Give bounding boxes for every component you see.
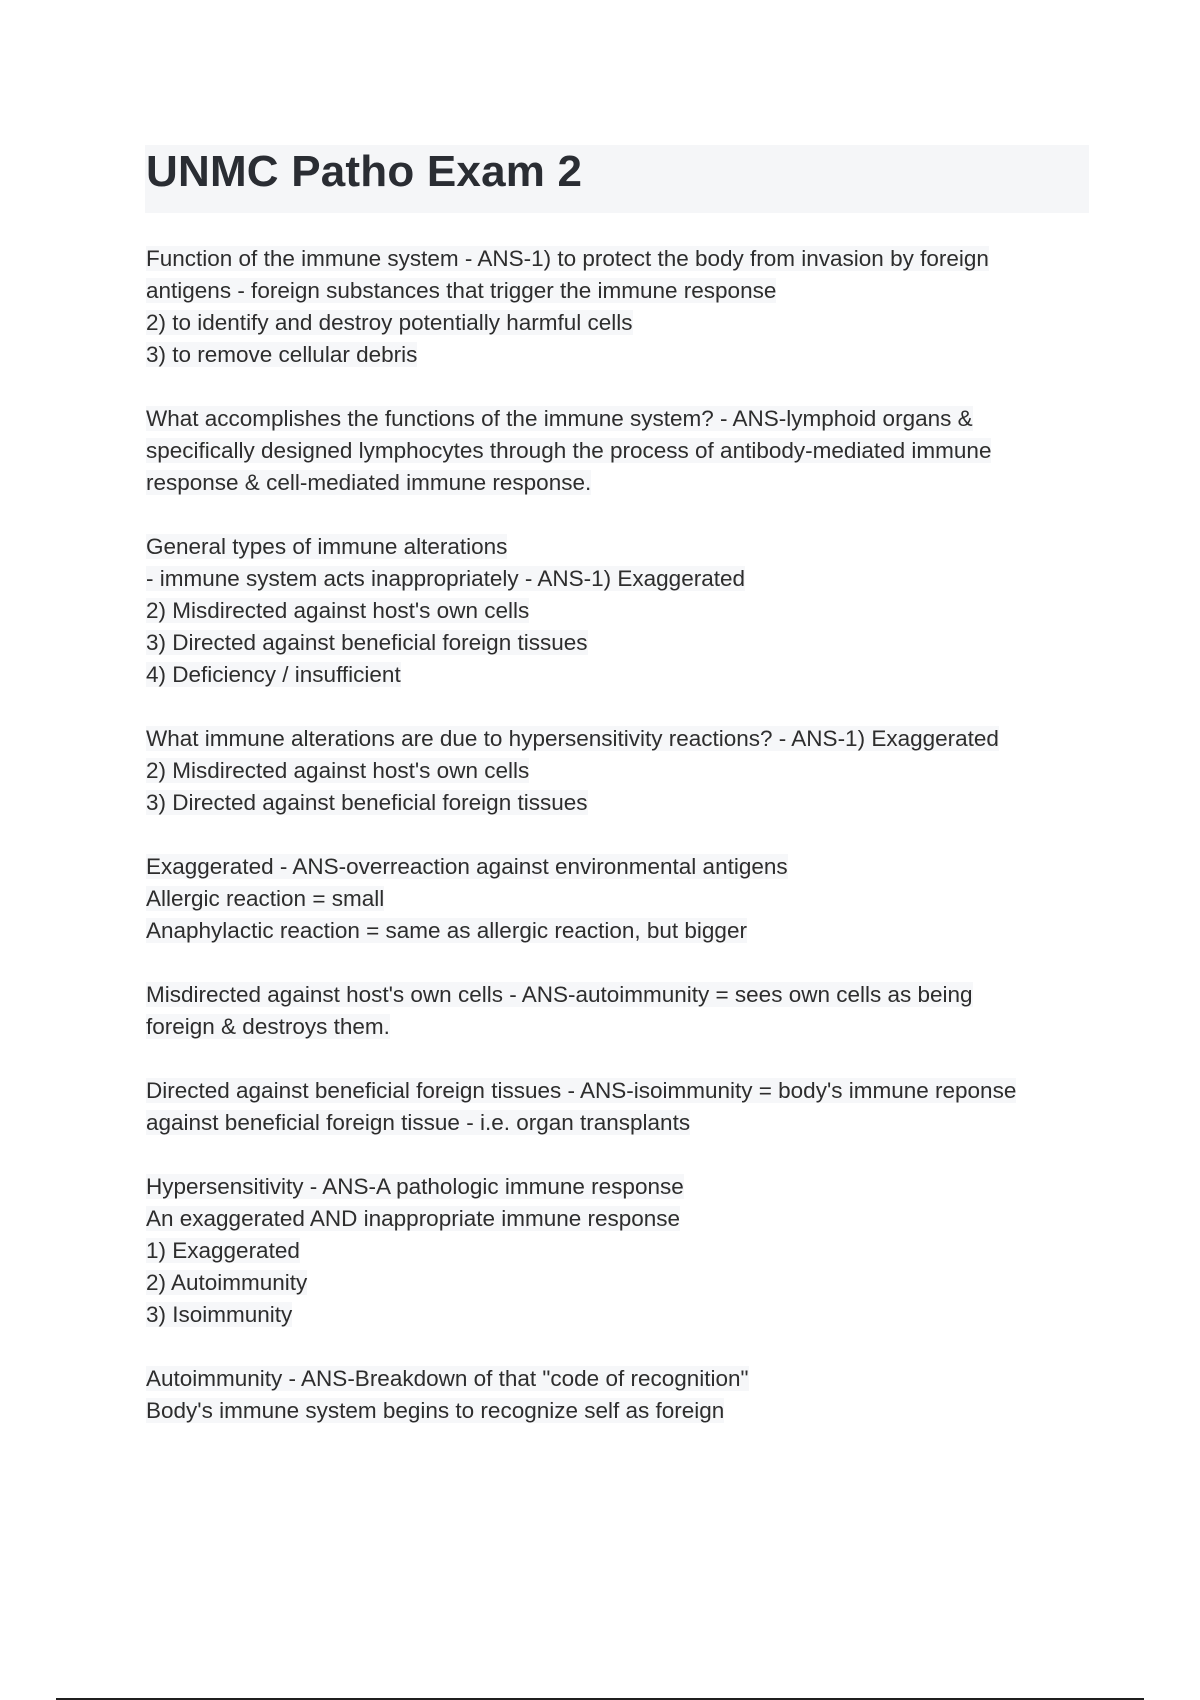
text-line: Exaggerated - ANS-overreaction against environmental antigens (146, 854, 788, 879)
page-title: UNMC Patho Exam 2 (146, 147, 583, 196)
text-line: Directed against beneficial foreign tissues - ANS-isoimmunity = body's immune reponse (146, 1078, 1017, 1103)
text-line: An exaggerated AND inappropriate immune response (146, 1206, 681, 1231)
qa-content (146, 243, 1091, 1459)
qa-block (146, 1075, 1091, 1139)
text-line: 3) Directed against beneficial foreign tissues (146, 790, 588, 815)
text-line: 2) Autoimmunity (146, 1270, 308, 1295)
qa-block (146, 403, 1091, 499)
text-line: Function of the immune system - ANS-1) to protect the body from invasion by foreign (146, 246, 989, 271)
qa-block (146, 979, 1091, 1043)
text-line: Allergic reaction = small (146, 886, 385, 911)
text-line: What accomplishes the functions of the immune system? - ANS-lymphoid organs & (146, 406, 973, 431)
text-line: against beneficial foreign tissue - i.e. organ transplants (146, 1110, 691, 1135)
text-line: Body's immune system begins to recognize self as foreign (146, 1398, 725, 1423)
text-line: 1) Exaggerated (146, 1238, 300, 1263)
text-line: specifically designed lymphocytes through the process of antibody-mediated immune (146, 438, 992, 463)
qa-block (146, 1363, 1091, 1427)
text-line: Anaphylactic reaction = same as allergic reaction, but bigger (146, 918, 747, 943)
text-line: 3) Directed against beneficial foreign tissues (146, 630, 588, 655)
text-line: foreign & destroys them. (146, 1014, 390, 1039)
text-line: Autoimmunity - ANS-Breakdown of that "code of recognition" (146, 1366, 749, 1391)
qa-block (146, 1171, 1091, 1331)
qa-block (146, 243, 1091, 371)
text-line: 2) Misdirected against host's own cells (146, 758, 530, 783)
text-line: response & cell-mediated immune response. (146, 470, 592, 495)
text-line: 2) Misdirected against host's own cells (146, 598, 530, 623)
text-line: What immune alterations are due to hypersensitivity reactions? - ANS-1) Exaggerated (146, 726, 999, 751)
qa-block (146, 851, 1091, 947)
text-line: 2) to identify and destroy potentially harmful cells (146, 310, 633, 335)
text-line: - immune system acts inappropriately - ANS-1) Exaggerated (146, 566, 745, 591)
text-line: Misdirected against host's own cells - ANS-autoimmunity = sees own cells as being (146, 982, 973, 1007)
text-line: Hypersensitivity - ANS-A pathologic immune response (146, 1174, 684, 1199)
qa-block (146, 531, 1091, 691)
text-line: 3) to remove cellular debris (146, 342, 418, 367)
text-line: General types of immune alterations (146, 534, 508, 559)
qa-block (146, 723, 1091, 819)
text-line: antigens - foreign substances that trigger the immune response (146, 278, 777, 303)
text-line: 4) Deficiency / insufficient (146, 662, 401, 687)
text-line: 3) Isoimmunity (146, 1302, 293, 1327)
